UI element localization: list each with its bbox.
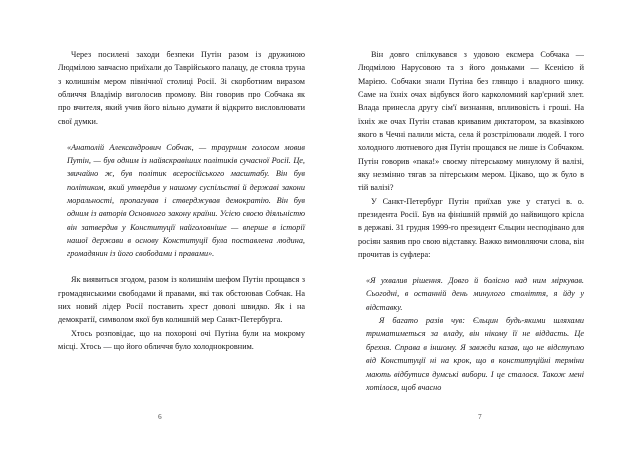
paragraph: Він довго спілкувався з удовою ексмера Собчака — Людмілою Нарусовою та з його доньками — Ксенією й Марією. Собчаки знали Путіна без глянцю і владного шику. Саме на їхніх очах відбувся його карколомний кар'єрний злет. Влада принесла другу сім'ї визнання, впливовість і гроші. На їхніх же очах Путін ставав кривавим диктатором, за вказівкою якого в Чечні палили міста, села й розстрілювали людей. І того холодного лютневого дня Путін прощався не лише із Собчаком. Путін говорив «пака!» своєму пітерському минулому й валізі, яку незмінно тягав за пітерським мером. Цікаво, що ж було в тій валізі? <box>358 50 584 193</box>
page-number: 6 <box>158 413 162 421</box>
block-quote <box>358 274 584 394</box>
quote-paragraph: «Анатолій Александрович Собчак, — траурним голосом мовив Путін, — був одним із найяскравіших політиків сучасної Росії. Це, звичайно ж, був політик всеросійського масштабу. Він був політиком, який утвердив у нашому суспільстві й державі закони моральності, пропагував і стверджував демократію. Він був одним із авторів Основного закону країни. Усією своєю діяльністю він затвердив у Конституції найголовніше — вперше в історії нашої держави в основу Конституції була поставлена людина, громадянин із його свободами і правами». <box>67 142 305 259</box>
page-right <box>320 0 640 449</box>
quote-paragraph: Я багато разів чув: Єльцин будь-якими шляхами триматиметься за владу, він нікому її не віддасть. Це брехня. Справа в іншому. Я завжди казав, що не відступлю від Конституції ні на крок, що в конституційні терміни мають відбутися думські вибори. І це сталося. Також мені хотілося, щоб вчасно <box>366 316 584 392</box>
paragraph: У Санкт-Петербург Путін приїхав уже у статусі в. о. президента Росії. Був на фінішній прямій до найвищого крісла в державі. 31 грудня 1999-го президент Єльцин несподівано для росіян заявив про свою відставку. Важко вимовляючи слова, він прочитав із суфлера: <box>358 196 584 260</box>
paragraph: Хтось розповідає, що на похороні очі Путіна були на мокрому місці. Хтось — що його обличчя було холоднокровним. <box>58 328 305 352</box>
left-text-block <box>58 48 305 353</box>
page-number: 7 <box>478 413 482 421</box>
quote-paragraph: «Я ухвалив рішення. Довго й болісно над ним міркував. Сьогодні, в останній день минулого століття, я йду у відставку. <box>366 276 584 312</box>
right-text-block <box>358 48 584 394</box>
paragraph: Через посилені заходи безпеки Путін разом із дружиною Людмілою завчасно приїхали до Таврійського палацу, де стояла труна з колишнім мером північної столиці Росії. Зі скорботним виразом обличчя Владімір виголосив промову. Він говорив про Собчака як про вчителя, який учив його вільно думати й відкрито висловлювати свої думки. <box>58 50 305 126</box>
block-quote <box>58 141 305 261</box>
paragraph: Як виявиться згодом, разом із колишнім шефом Путін прощався з громадянськими свободами й правами, які так обстоював Собчак. На них новий лідер Росії поставить хрест доволі швидко. Як і на демократії, символом якої був колишній мер Санкт-Петербурга. <box>58 275 305 325</box>
